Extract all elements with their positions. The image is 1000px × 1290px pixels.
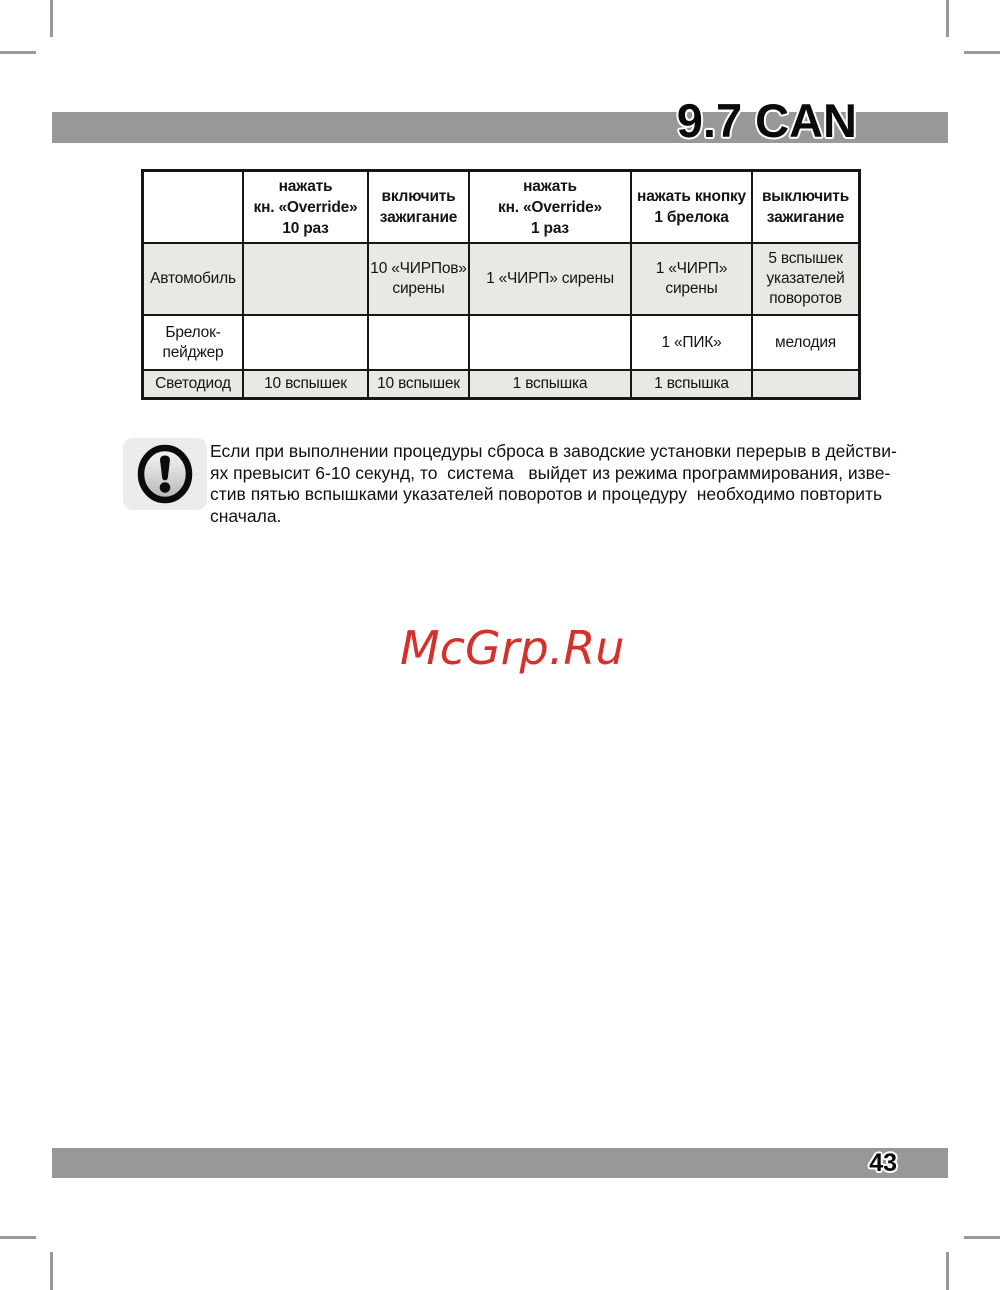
table-cell: 10 «ЧИРПов» сирены [369, 244, 468, 314]
table-row-label: Автомобиль [144, 244, 242, 314]
table-row-label: Светодиод [144, 371, 242, 397]
table-header-cell: нажать кн. «Override» 1 раз [470, 172, 630, 242]
crop-mark-bottom-right-horizontal [964, 1236, 1000, 1239]
table-cell: мелодия [753, 316, 858, 369]
table-cell: 1 «ЧИРП» сирены [632, 244, 751, 314]
crop-mark-bottom-right-vertical [946, 1252, 949, 1290]
table-cell [369, 316, 468, 369]
table-cell: 10 вспышек [244, 371, 367, 397]
mcgrp-watermark: McGrp.Ru [400, 621, 625, 675]
table-cell [753, 371, 858, 397]
table-cell: 1 вспышка [470, 371, 630, 397]
table-cell: 1 вспышка [632, 371, 751, 397]
note-line: Если при выполнении процедуры сброса в заводские установки перерыв в действи- [210, 441, 897, 461]
crop-mark-top-left-horizontal [0, 51, 36, 54]
table-header-cell: выключить зажигание [753, 172, 858, 242]
table-cell [244, 316, 367, 369]
table-header-cell [144, 172, 242, 242]
table-row-label: Брелок- пейджер [144, 316, 242, 369]
exclamation-warning-icon [136, 443, 194, 505]
table-header-cell: нажать кн. «Override» 10 раз [244, 172, 367, 242]
table-header-cell: включить зажигание [369, 172, 468, 242]
note-line: ях превысит 6-10 секунд, то система выйдет из режима программирования, изве- [210, 462, 891, 483]
table-cell: 1 «ЧИРП» сирены [470, 244, 630, 314]
table-cell: 10 вспышек [369, 371, 468, 397]
note-line: стив пятью вспышками указателей поворотов и процедуру необходимо повторить [210, 484, 883, 504]
reset-procedure-table [141, 169, 861, 400]
crop-mark-top-left-vertical [50, 0, 53, 37]
table-cell [244, 244, 367, 314]
table-cell: 1 «ПИК» [632, 316, 751, 369]
table-header-cell: нажать кнопку 1 брелока [632, 172, 751, 242]
table-cell: 5 вспышек указателей поворотов [753, 244, 858, 314]
crop-mark-bottom-left-vertical [50, 1252, 53, 1290]
crop-mark-top-right-horizontal [964, 51, 1000, 54]
warning-note-icon-box [123, 438, 207, 510]
page-number: 43 [869, 1149, 897, 1177]
table-cell [470, 316, 630, 369]
crop-mark-top-right-vertical [946, 0, 949, 37]
page-title: 9.7 CAN [676, 94, 857, 147]
crop-mark-bottom-left-horizontal [0, 1236, 36, 1239]
note-line: сначала. [210, 505, 282, 526]
warning-note-text [210, 441, 897, 527]
